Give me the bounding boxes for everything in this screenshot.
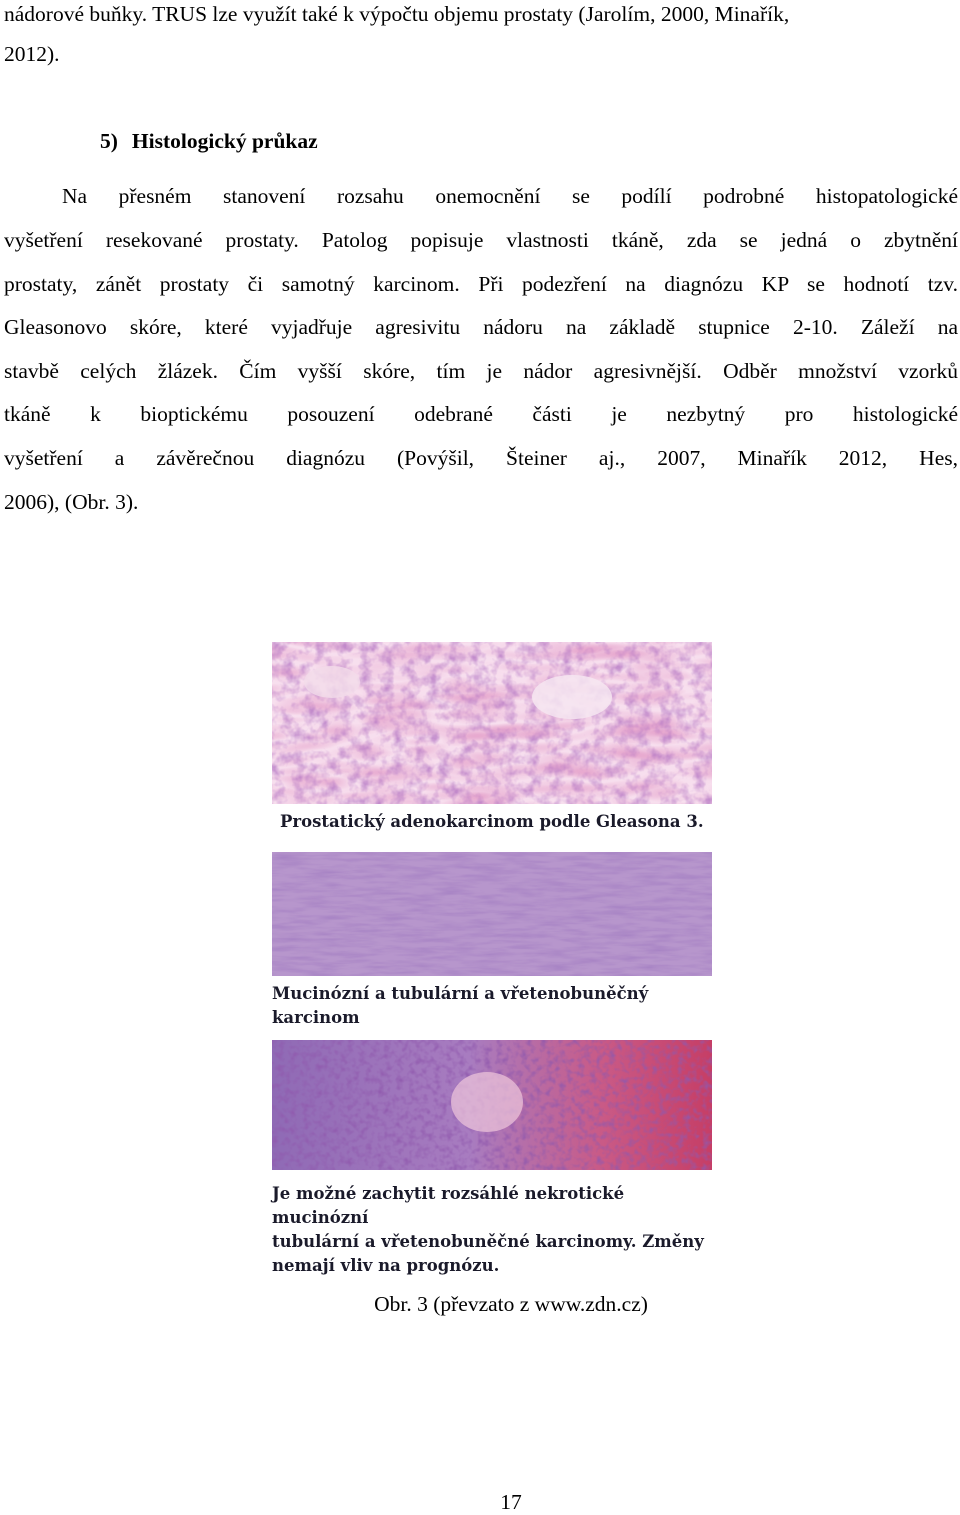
- panel-caption: tubulární a vřetenobuněčné karcinomy. Změny: [272, 1232, 704, 1251]
- paragraph-line: 2006), (Obr. 3).: [4, 490, 139, 514]
- paragraph-line: vyšetření resekované prostaty. Patolog popisuje vlastnosti tkáně, zda se jedná o zbytnění: [4, 228, 958, 252]
- panel-caption: Prostatický adenokarcinom podle Gleasona 3.: [280, 812, 704, 831]
- histology-image-mucinous: [272, 852, 712, 976]
- figure-panel-3: [272, 1040, 712, 1278]
- section-number: 5): [100, 129, 118, 153]
- paragraph-line: prostaty, zánět prostaty či samotný karcinom. Při podezření na diagnózu KP se hodnotí tzv.: [4, 272, 958, 296]
- histology-image-necrotic: [272, 1040, 712, 1170]
- section-title: Histologický průkaz: [131, 129, 318, 153]
- paragraph-line: Gleasonovo skóre, které vyjadřuje agresivitu nádoru na základě stupnice 2-10. Záleží na: [4, 315, 958, 339]
- page-number: 17: [500, 1490, 522, 1514]
- figure-panel-1: [272, 642, 712, 834]
- histology-image-gleason3: [272, 642, 712, 804]
- paragraph-line: tkáně k bioptickému posouzení odebrané části je nezbytný pro histologické: [4, 402, 958, 426]
- paragraph-line: Na přesném stanovení rozsahu onemocnění se podílí podrobné histopatologické: [62, 184, 958, 208]
- paragraph-line: vyšetření a závěrečnou diagnózu (Povýšil, Šteiner aj., 2007, Minařík 2012, Hes,: [4, 446, 958, 470]
- panel-caption: Je možné zachytit rozsáhlé nekrotické mucinózní: [272, 1184, 625, 1227]
- figure-panel-2: [272, 852, 712, 1030]
- text-line: nádorové buňky. TRUS lze využít také k výpočtu objemu prostaty (Jarolím, 2000, Minařík,: [4, 2, 790, 26]
- section-heading: [100, 126, 318, 156]
- panel-caption: karcinom: [272, 1008, 360, 1027]
- figure-caption: Obr. 3 (převzato z www.zdn.cz): [374, 1292, 648, 1316]
- panel-caption: Mucinózní a tubulární a vřetenobuněčný: [272, 984, 649, 1003]
- text-line: 2012).: [4, 42, 60, 66]
- panel-caption: nemají vliv na prognózu.: [272, 1256, 500, 1275]
- paragraph-line: stavbě celých žlázek. Čím vyšší skóre, tím je nádor agresivnější. Odběr množství vzorků: [4, 359, 958, 383]
